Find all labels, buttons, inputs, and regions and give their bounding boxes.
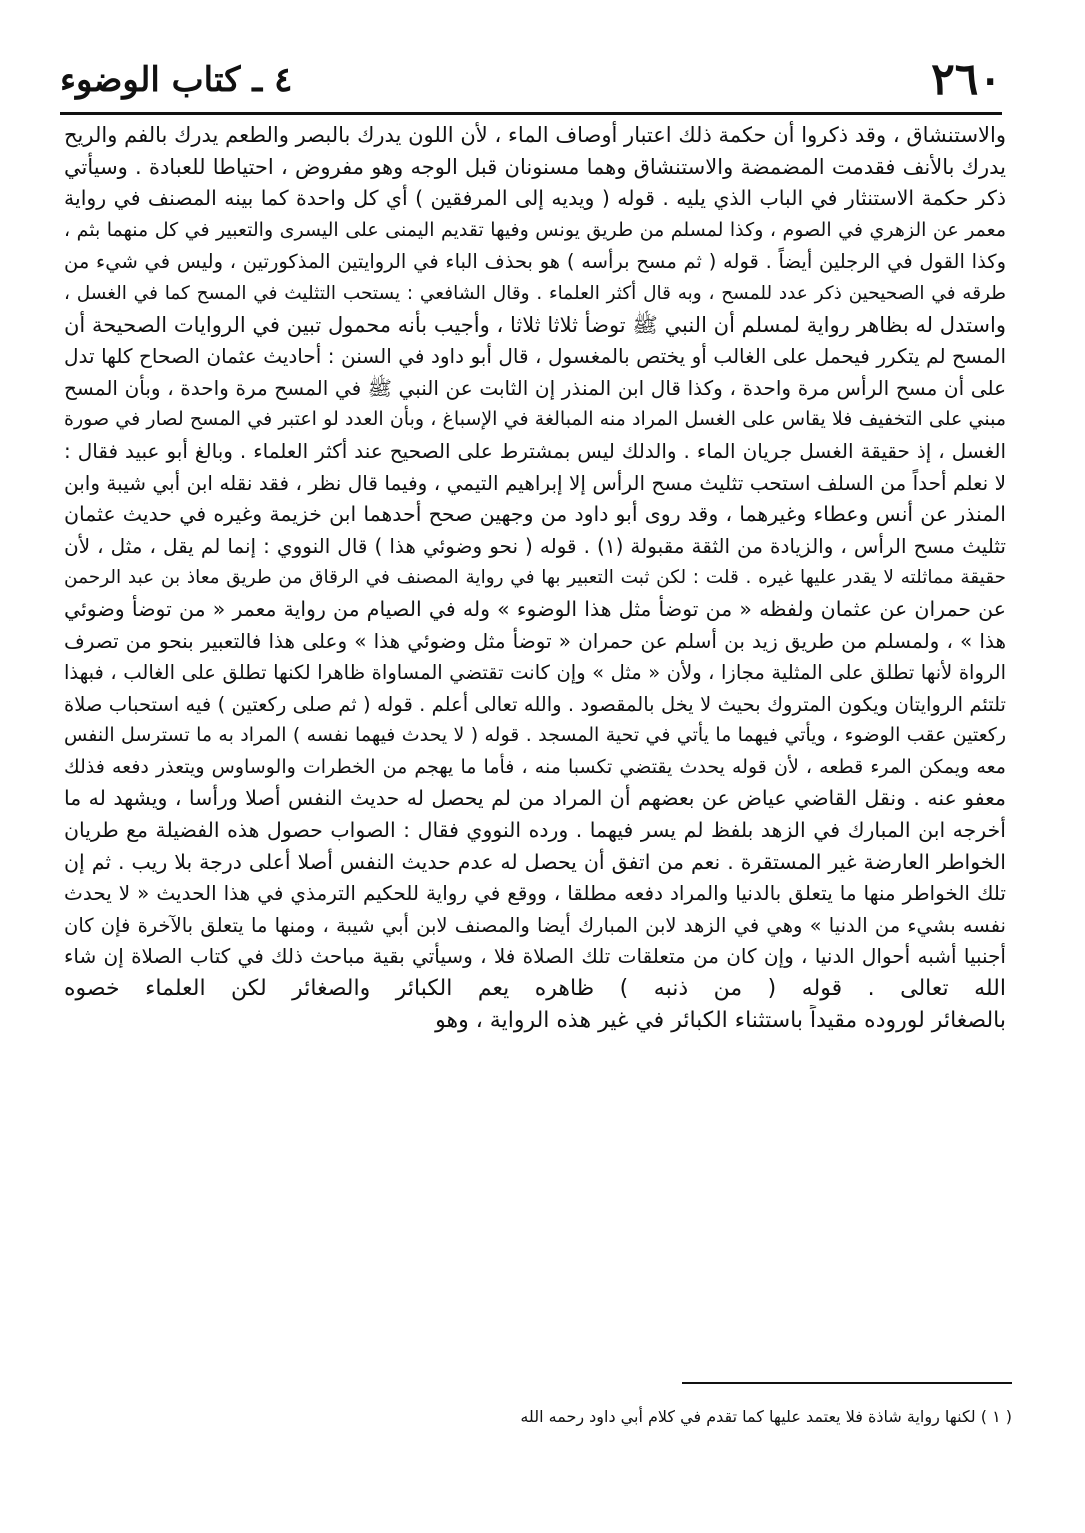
text-line: تلك الخواطر منها ما يتعلق بالدنيا والمراد دفعه مطلقا ، ووقع في رواية للحكيم الترمذي في هذا الحديث « لا يحدث [64,881,1006,906]
text-line: الغسل ، إذ حقيقة الغسل جريان الماء . والدلك ليس بمشترط على الصحيح عند أكثر العلماء . وبالغ أبو عبيد فقال : [64,438,1006,463]
text-line: الله تعالى . قوله ( من ذنبه ) ظاهره يعم الكبائر والصغائر لكن العلماء خصوه [64,976,1006,1002]
text-line: هذا » ، ولمسلم من طريق زيد بن أسلم عن حمران « توضأ مثل وضوئي هذا » وعلى هذا فالتعبير بنحو من تصرف [64,628,1006,653]
text-line: المنذر عن أنس وعطاء وغيرهما ، وقد روى أبو داود من وجهين صحح أحدهما ابن خزيمة وغيره في حديث عثمان [64,502,1006,527]
text-line: لا نعلم أحداً من السلف استحب تثليث مسح الرأس إلا إبراهيم التيمي ، وفيما قال نظر ، فقد نقله ابن أبي شيبة وابن [64,470,1006,495]
text-line: مبني على التخفيف فلا يقاس على الغسل المراد منه المبالغة في الإسباغ ، وبأن العدد لو اعتبر في المسح لصار في صورة [64,408,1006,431]
text-line: ركعتين عقب الوضوء ، ويأتي فيهما ما يأتي في تحية المسجد . قوله ( لا يحدث فيهما نفسه ) المراد به ما تسترسل النفس [64,724,1006,747]
text-line: تثليث مسح الرأس ، والزيادة من الثقة مقبولة (١) . قوله ( نحو وضوئي هذا ) قال النووي : إنما لم يقل ، مثل ، لأن [64,533,1006,558]
text-line: وكذا القول في الرجلين أيضاً . قوله ( ثم مسح برأسه ) هو بحذف الباء في الروايتين المذكورتين ، وليس في شيء من [64,250,1006,274]
text-line: أجنبيا أشبه أحوال الدنيا ، وإن كان من متعلقات تلك الصلاة فلا ، وسيأتي بقية مباحث ذلك في كتاب الصلاة إن شاء [64,944,1006,969]
page-header [60,52,1002,108]
text-line: نفسه بشيء من الدنيا » وهي في الزهد لابن المبارك أيضا والمصنف لابن أبي شيبة ، ومنها ما يتعلق بالآخرة فإن كان [64,913,1006,937]
running-title: ٤ ـ كتاب الوضوء [60,60,293,100]
text-line: الخواطر العارضة غير المستقرة . نعم من اتفق أن يحصل له عدم حديث النفس أصلا أعلى درجة بلا ريب . ثم إن [64,849,1006,874]
text-line: معمر عن الزهري في الصوم ، وكذا لمسلم من طريق يونس وفيها تقديم اليمنى على اليسرى والتعبير في كل منهما بثم ، [64,218,1006,241]
header-divider [60,112,1002,115]
text-line: والاستنشاق ، وقد ذكروا أن حكمة ذلك اعتبار أوصاف الماء ، لأن اللون يدرك بالبصر والطعم يدرك بالفم والريح [64,123,1006,147]
text-line: معفو عنه . ونقل القاضي عياض عن بعضهم أن المراد من لم يحصل له حديث النفس أصلا ورأسا ، ويشهد له ما [64,786,1006,811]
footnote: ( ١ ) لكنها رواية شاذة فلا يعتمد عليها كما تقدم في كلام أبي داود رحمه الله [520,1407,1012,1426]
text-line: بالصغائر لوروده مقيداً باستثناء الكبائر في غير هذه الرواية ، وهو [435,1007,1006,1033]
text-line: حقيقة مماثلته لا يقدر عليها غيره . قلت : لكن ثبت التعبير بها في رواية المصنف في الرقاق من طريق معاذ بن عبد الرحمن [64,567,1006,589]
main-text [64,120,1006,1036]
text-line: معه ويمكن المرء قطعه ، لأن قوله يحدث يقتضي تكسبا منه ، فأما ما يهجم من الخطرات والوساوس ويتعذر دفعه فذلك [64,755,1006,778]
footnote-divider [682,1382,1012,1384]
text-line: طرقه في الصحيحين ذكر عدد للمسح ، وبه قال أكثر العلماء . وقال الشافعي : يستحب التثليث في المسح كما في الغسل ، [64,282,1006,304]
page-number: ٢٦٠ [931,54,1002,105]
text-line: المسح لم يتكرر فيحمل على الغالب أو يختص بالمغسول ، قال أبو داود في السنن : أحاديث عثمان الصحاح كلها تدل [64,344,1006,369]
text-line: تلتئم الروايتان ويكون المتروك بحيث لا يخل بالمقصود . والله تعالى أعلم . قوله ( ثم صلى ركعتين ) فيه استحباب صلاة [64,692,1006,716]
text-line: عن حمران عن عثمان ولفظه « من توضأ مثل هذا الوضوء » وله في الصيام من رواية معمر « من توضأ وضوئي [64,596,1006,621]
text-line: ذكر حكمة الاستنثار في الباب الذي يليه . قوله ( ويديه إلى المرفقين ) أي كل واحدة كما بينه المصنف في رواية [64,186,1006,211]
text-line: أخرجه ابن المبارك في الزهد بلفظ لم يسر فيهما . ورده النووي فقال : الصواب حصول هذه الفضيلة مع طريان [64,818,1006,843]
text-line: الرواة لأنها تطلق على المثلية مجازا ، ولأن « مثل » وإن كانت تقتضي المساواة ظاهرا لكنها تطلق على الغالب ، فبهذا [64,661,1006,685]
text-line: واستدل له بظاهر رواية لمسلم أن النبي ﷺ توضأ ثلاثا ثلاثا ، وأجيب بأنه محمول تبين في الروايات الصحيحة أن [64,312,1006,337]
text-line: على أن مسح الرأس مرة واحدة ، وكذا قال ابن المنذر إن الثابت عن النبي ﷺ في المسح مرة واحدة ، وبأن المسح [64,375,1006,400]
text-line: يدرك بالأنف فقدمت المضمضة والاستنشاق وهما مسنونان قبل الوجه وهو مفروض ، احتياطا للعبادة . وسيأتي [64,154,1006,179]
